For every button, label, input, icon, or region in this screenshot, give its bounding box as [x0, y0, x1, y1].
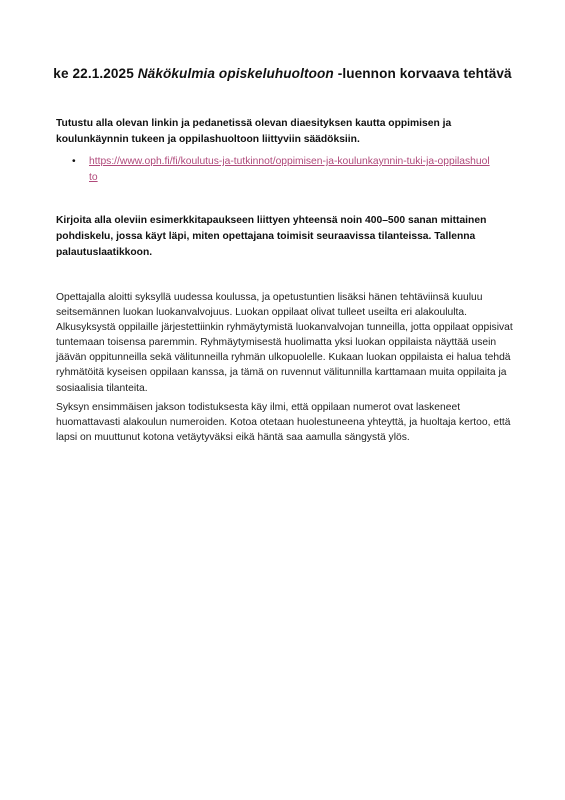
bullet-icon: • — [72, 156, 76, 167]
case-paragraph-2: Syksyn ensimmäisen jakson todistuksesta käy ilmi, että oppilaan numerot ovat laskeneet huomattavasti alakoulun numeroiden. Kotoa otetaan huolestuneena yhteyttä, ja huoltaja kertoo, että lapsi on muuttunut kotona vetäytyväksi eikä häntä saa aamulla sängystä ylös. — [56, 402, 511, 444]
case-paragraph-1: Opettajalla aloitti syksyllä uudessa koulussa, ja opetustuntien lisäksi hänen tehtäviinsä kuuluu seitsemännen luokan luokanvalvojuus. Luokan oppilaat olivat tulleet useilta eri alakoululta. Alkusyksystä oppilaille järjestettiinkin ryhmäytymistä luokanvalvojan tunneilla, jotta oppilaat oppisivat tuntemaan toisensa paremmin. Ryhmäytymisestä huolimatta yksi luokan oppilaista näyttää usein jäävän oppitunneilla sekä välitunneilla ryhmän ulkopuolelle. Kukaan luokan oppilaista ei halua tehdä ryhmätöitä kyseisen oppilaan kanssa, ja tämä on ruvennut välitunnilla karttamaan muita oppilaita ja sosiaalisia tilanteita. — [56, 292, 513, 394]
instructions-paragraph: Kirjoita alla oleviin esimerkkitapaukseen liittyen yhteensä noin 400–500 sanan mittainen pohdiskelu, jossa käyt läpi, miten opettajana toimisit seuraavissa tilanteissa. Tallenna palautuslaatikkoon. — [56, 215, 487, 259]
oph-link[interactable]: https://www.oph.fi/fi/koulutus-ja-tutkinnot/oppimisen-ja-koulunkaynnin-tuki-ja-oppilashuolto — [89, 156, 490, 184]
intro-paragraph: Tutustu alla olevan linkin ja pedanetissä olevan diaesityksen kautta oppimisen ja koulunkäynnin tukeen ja oppilashuoltoon liittyviin säädöksiin. — [56, 118, 452, 146]
title-date: ke 22.1.2025 — [53, 66, 138, 81]
title-lecture-name: Näkökulmia opiskeluhuoltoon — [137, 66, 334, 81]
title-suffix: -luennon korvaava tehtävä — [333, 66, 512, 81]
document-title — [0, 66, 565, 81]
link-list-item — [72, 154, 492, 186]
